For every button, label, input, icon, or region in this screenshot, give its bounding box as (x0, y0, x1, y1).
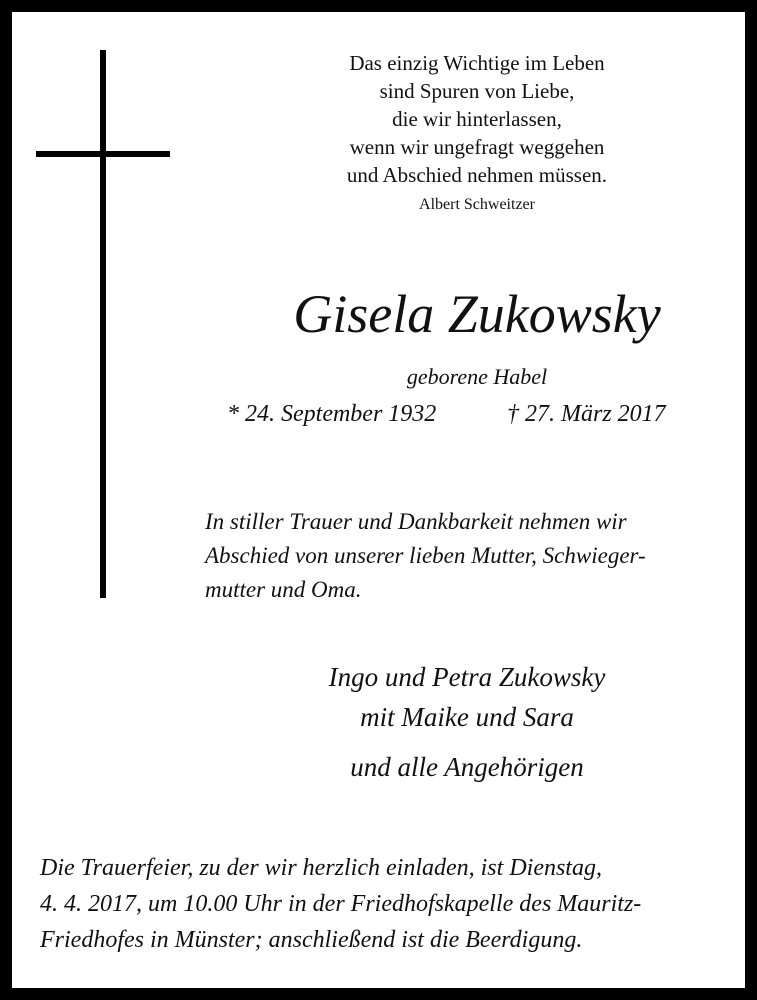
family-line: mit Maike und Sara (360, 702, 574, 732)
mourning-line: In stiller Trauer und Dankbarkeit nehmen wir (205, 509, 627, 534)
obituary-card (12, 12, 745, 988)
mourning-text (205, 505, 745, 607)
service-line: 4. 4. 2017, um 10.00 Uhr in der Friedhofskapelle des Mauritz- (40, 891, 642, 917)
family-block (227, 657, 707, 787)
quote-author: Albert Schweitzer (419, 196, 535, 213)
family-others: und alle Angehörigen (350, 752, 584, 782)
born-name: geborene Habel (406, 364, 548, 389)
service-line: Die Trauerfeier, zu der wir herzlich einladen, ist Dienstag, (40, 855, 602, 881)
quote-line: sind Spuren von Liebe, (379, 79, 575, 103)
mourning-line: mutter und Oma. (205, 577, 362, 602)
family-line: Ingo und Petra Zukowsky (328, 662, 606, 692)
quote-line: Das einzig Wichtige im Leben (349, 51, 605, 75)
service-line: Friedhofes in Münster; anschließend ist die Beerdigung. (40, 927, 583, 953)
deceased-name: Gisela Zukowsky (293, 284, 661, 344)
death-date: † 27. März 2017 (507, 401, 666, 427)
service-info (40, 850, 720, 958)
mourning-line: Abschied von unserer lieben Mutter, Schwieger- (205, 543, 646, 568)
quote-block (247, 49, 707, 219)
cross-horizontal-bar (36, 151, 170, 157)
quote-line: und Abschied nehmen müssen. (346, 163, 608, 187)
quote-line: wenn wir ungefragt weggehen (349, 135, 605, 159)
quote-line: die wir hinterlassen, (392, 107, 562, 131)
cross-vertical-bar (100, 50, 106, 598)
birth-date: * 24. September 1932 (227, 401, 437, 427)
